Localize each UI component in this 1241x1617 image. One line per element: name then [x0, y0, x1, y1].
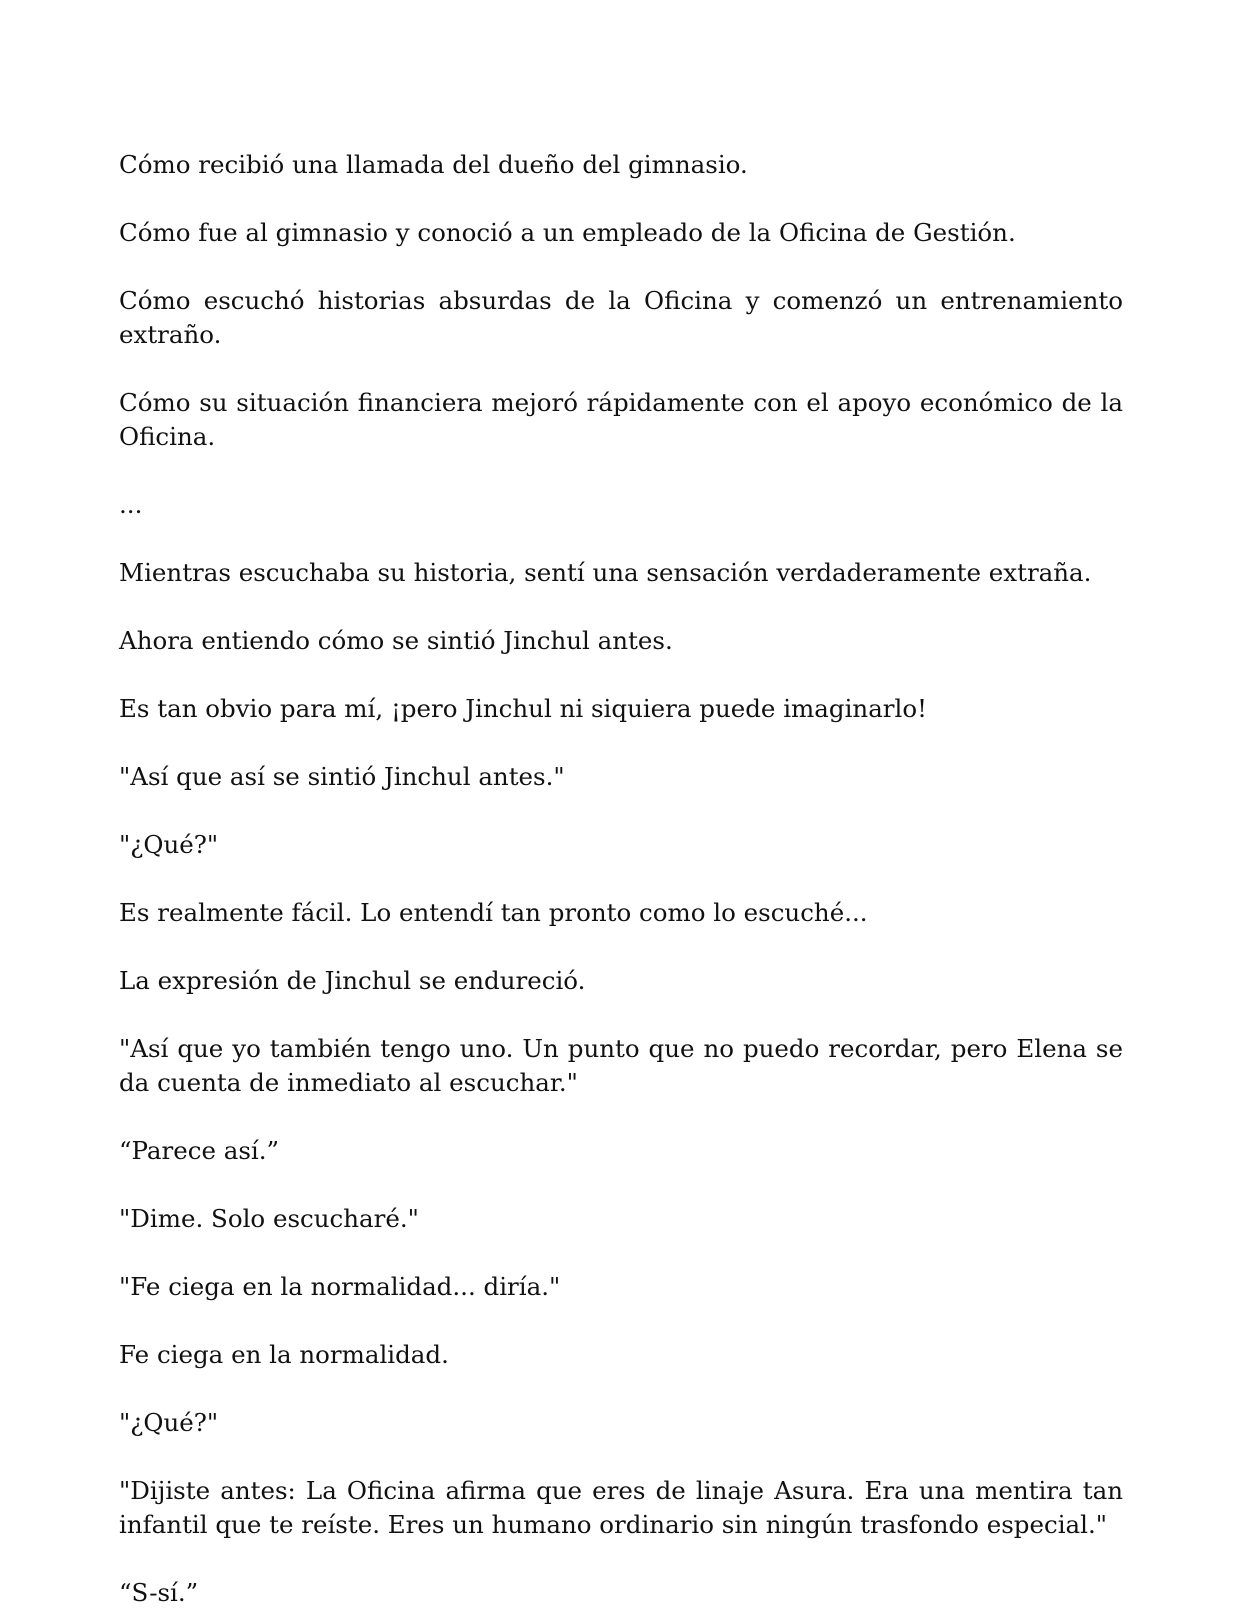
paragraph: Cómo su situación financiera mejoró rápidamente con el apoyo económico de la Oficina. — [119, 388, 1123, 451]
paragraph: Cómo fue al gimnasio y conoció a un empleado de la Oficina de Gestión. — [119, 218, 1016, 247]
dialogue-paragraph: “Parece así.” — [119, 1136, 280, 1165]
dialogue-paragraph: "¿Qué?" — [119, 1408, 219, 1437]
paragraph: Ahora entiendo cómo se sintió Jinchul antes. — [119, 626, 673, 655]
ellipsis-paragraph: ... — [119, 490, 143, 519]
dialogue-paragraph: "Dijiste antes: La Oficina afirma que eres de linaje Asura. Era una mentira tan infantil que te reíste. Eres un humano ordinario sin ningún trasfondo especial." — [119, 1476, 1123, 1539]
document-body — [119, 148, 1123, 1617]
dialogue-paragraph: "Así que así se sintió Jinchul antes." — [119, 762, 565, 791]
dialogue-paragraph: "Así que yo también tengo uno. Un punto que no puedo recordar, pero Elena se da cuenta de inmediato al escuchar." — [119, 1034, 1123, 1097]
dialogue-paragraph: "Dime. Solo escucharé." — [119, 1204, 419, 1233]
paragraph: Cómo recibió una llamada del dueño del gimnasio. — [119, 150, 748, 179]
dialogue-paragraph: "Fe ciega en la normalidad... diría." — [119, 1272, 561, 1301]
paragraph: Fe ciega en la normalidad. — [119, 1340, 449, 1369]
dialogue-paragraph: “S-sí.” — [119, 1578, 199, 1607]
paragraph: La expresión de Jinchul se endureció. — [119, 966, 586, 995]
paragraph: Mientras escuchaba su historia, sentí una sensación verdaderamente extraña. — [119, 558, 1092, 587]
paragraph: Cómo escuchó historias absurdas de la Oficina y comenzó un entrenamiento extraño. — [119, 286, 1123, 349]
paragraph: Es tan obvio para mí, ¡pero Jinchul ni siquiera puede imaginarlo! — [119, 694, 927, 723]
dialogue-paragraph: "¿Qué?" — [119, 830, 219, 859]
paragraph: Es realmente fácil. Lo entendí tan pronto como lo escuché... — [119, 898, 868, 927]
